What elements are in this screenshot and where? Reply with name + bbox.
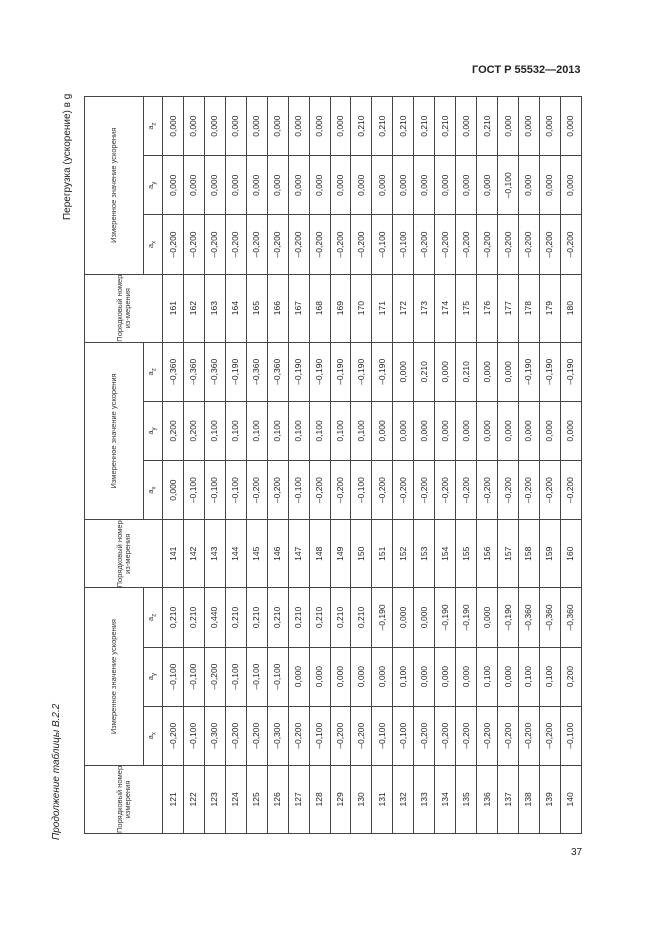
acceleration-value-cell: –0,200 — [477, 215, 498, 274]
acceleration-value-cell: 0,000 — [288, 156, 309, 215]
acceleration-value-cell: –0,200 — [414, 215, 435, 274]
order-number-header: Порядковый номер из-мерения — [85, 520, 163, 588]
acceleration-value-cell: –0,200 — [163, 215, 184, 274]
order-number-cell: 127 — [288, 765, 309, 833]
acceleration-value-cell: –0,100 — [498, 156, 519, 215]
order-number-cell: 124 — [225, 765, 246, 833]
order-number-cell: 133 — [414, 765, 435, 833]
order-number-cell: 166 — [267, 274, 288, 342]
acceleration-value-cell: 0,000 — [414, 647, 435, 706]
order-number-cell: 125 — [246, 765, 267, 833]
acceleration-value-cell: 0,000 — [163, 97, 184, 156]
acceleration-value-cell: –0,100 — [225, 647, 246, 706]
acceleration-value-cell: 0,000 — [163, 461, 184, 520]
acceleration-value-cell: 0,000 — [372, 401, 393, 460]
table-row — [372, 97, 393, 834]
axis-header-z — [144, 588, 163, 647]
acceleration-value-cell: 0,000 — [393, 401, 414, 460]
order-number-cell: 142 — [183, 520, 204, 588]
acceleration-value-cell: –0,200 — [518, 461, 539, 520]
acceleration-value-cell: 0,000 — [393, 588, 414, 647]
order-number-cell: 158 — [518, 520, 539, 588]
order-number-cell: 123 — [204, 765, 225, 833]
acceleration-value-cell: –0,200 — [498, 706, 519, 765]
acceleration-value-cell: –0,200 — [330, 215, 351, 274]
acceleration-value-cell: –0,200 — [518, 215, 539, 274]
table-row — [204, 97, 225, 834]
order-number-cell: 134 — [435, 765, 456, 833]
order-number-cell: 135 — [456, 765, 477, 833]
order-number-cell: 137 — [498, 765, 519, 833]
acceleration-value-cell: 0,000 — [309, 647, 330, 706]
acceleration-value-cell: 0,000 — [560, 156, 581, 215]
table-row — [477, 97, 498, 834]
acceleration-value-cell: 0,210 — [288, 588, 309, 647]
order-number-cell: 164 — [225, 274, 246, 342]
table-row — [267, 97, 288, 834]
axis-letter: a — [146, 676, 156, 681]
axis-letter: a — [146, 616, 156, 622]
acceleration-value-cell: –0,200 — [435, 461, 456, 520]
order-number-cell: 145 — [246, 520, 267, 588]
acceleration-value-cell: –0,200 — [477, 706, 498, 765]
order-number-cell: 149 — [330, 520, 351, 588]
axis-header-y — [144, 647, 163, 706]
acceleration-value-cell: –0,200 — [204, 215, 225, 274]
acceleration-value-cell: –0,200 — [246, 706, 267, 765]
order-number-cell: 175 — [456, 274, 477, 342]
acceleration-value-cell: 0,000 — [372, 156, 393, 215]
order-number-cell: 148 — [309, 520, 330, 588]
acceleration-value-cell: 0,000 — [498, 342, 519, 401]
acceleration-value-cell: –0,190 — [309, 342, 330, 401]
axis-header-x — [144, 461, 163, 520]
order-number-header: Порядковый номер из-мерения — [85, 274, 163, 342]
acceleration-value-cell: 0,210 — [414, 97, 435, 156]
acceleration-value-cell: –0,360 — [560, 588, 581, 647]
table-row — [183, 97, 204, 834]
acceleration-value-cell: –0,190 — [372, 588, 393, 647]
axis-header-x — [144, 706, 163, 765]
acceleration-value-cell: 0,000 — [456, 156, 477, 215]
acceleration-value-cell: –0,100 — [372, 215, 393, 274]
acceleration-value-cell: 0,100 — [330, 401, 351, 460]
table-row — [330, 97, 351, 834]
acceleration-value-cell: –0,190 — [372, 342, 393, 401]
acceleration-value-cell: –0,200 — [330, 461, 351, 520]
acceleration-value-cell: 0,210 — [330, 588, 351, 647]
acceleration-value-cell: 0,000 — [518, 97, 539, 156]
order-number-cell: 144 — [225, 520, 246, 588]
order-number-cell: 152 — [393, 520, 414, 588]
acceleration-value-cell: 0,000 — [267, 97, 288, 156]
acceleration-value-cell: 0,000 — [288, 647, 309, 706]
order-number-cell: 162 — [183, 274, 204, 342]
order-number-cell: 157 — [498, 520, 519, 588]
order-number-cell: 160 — [560, 520, 581, 588]
acceleration-value-cell: –0,360 — [163, 342, 184, 401]
acceleration-value-cell: 0,210 — [163, 588, 184, 647]
acceleration-value-cell: 0,000 — [183, 156, 204, 215]
order-number-cell: 177 — [498, 274, 519, 342]
acceleration-value-cell: 0,000 — [539, 97, 560, 156]
acceleration-value-cell: –0,100 — [246, 647, 267, 706]
acceleration-value-cell: –0,100 — [560, 706, 581, 765]
acceleration-value-cell: 0,210 — [183, 588, 204, 647]
acceleration-value-cell: –0,200 — [393, 461, 414, 520]
acceleration-value-cell: –0,200 — [351, 706, 372, 765]
acceleration-value-cell: 0,000 — [288, 97, 309, 156]
acceleration-group-header: Измеренное значение ускорения — [85, 97, 144, 275]
order-number-cell: 179 — [539, 274, 560, 342]
acceleration-value-cell: –0,360 — [267, 342, 288, 401]
axis-header-z — [144, 97, 163, 156]
acceleration-value-cell: –0,100 — [163, 647, 184, 706]
order-number-cell: 156 — [477, 520, 498, 588]
acceleration-value-cell: 0,000 — [225, 97, 246, 156]
order-number-cell: 139 — [539, 765, 560, 833]
acceleration-value-cell: 0,000 — [435, 156, 456, 215]
acceleration-value-cell: –0,360 — [539, 588, 560, 647]
acceleration-value-cell: 0,000 — [351, 156, 372, 215]
acceleration-value-cell: 0,000 — [414, 401, 435, 460]
table-row — [288, 97, 309, 834]
acceleration-value-cell: 0,000 — [456, 647, 477, 706]
axis-letter: a — [146, 371, 156, 376]
data-table-rotated — [84, 96, 582, 834]
acceleration-value-cell: 0,000 — [477, 342, 498, 401]
acceleration-value-cell: 0,100 — [539, 647, 560, 706]
acceleration-value-cell: 0,100 — [204, 401, 225, 460]
acceleration-value-cell: 0,000 — [498, 647, 519, 706]
acceleration-value-cell: –0,360 — [246, 342, 267, 401]
acceleration-value-cell: 0,210 — [477, 97, 498, 156]
order-number-cell: 178 — [518, 274, 539, 342]
order-number-cell: 129 — [330, 765, 351, 833]
acceleration-value-cell: –0,200 — [309, 461, 330, 520]
acceleration-value-cell: 0,100 — [351, 401, 372, 460]
acceleration-value-cell: 0,000 — [477, 156, 498, 215]
order-number-cell: 167 — [288, 274, 309, 342]
order-number-cell: 138 — [518, 765, 539, 833]
acceleration-value-cell: –0,200 — [456, 215, 477, 274]
table-row — [518, 97, 539, 834]
order-number-cell: 147 — [288, 520, 309, 588]
acceleration-value-cell: 0,000 — [435, 647, 456, 706]
acceleration-value-cell: 0,000 — [456, 401, 477, 460]
axis-subscript: x — [150, 240, 158, 244]
acceleration-value-cell: –0,100 — [309, 706, 330, 765]
acceleration-value-cell: –0,190 — [539, 342, 560, 401]
order-number-cell: 168 — [309, 274, 330, 342]
table-row — [560, 97, 581, 834]
table-row — [225, 97, 246, 834]
acceleration-value-cell: –0,200 — [560, 461, 581, 520]
axis-subscript: x — [150, 486, 158, 490]
acceleration-value-cell: –0,360 — [204, 342, 225, 401]
acceleration-value-cell: –0,200 — [456, 706, 477, 765]
acceleration-value-cell: 0,100 — [393, 647, 414, 706]
acceleration-value-cell: 0,000 — [330, 97, 351, 156]
axis-header-z — [144, 342, 163, 401]
acceleration-value-cell: 0,000 — [539, 156, 560, 215]
acceleration-value-cell: –0,200 — [498, 461, 519, 520]
acceleration-value-cell: 0,100 — [518, 647, 539, 706]
axis-letter: a — [146, 125, 156, 130]
acceleration-value-cell: 0,000 — [518, 401, 539, 460]
table-row — [393, 97, 414, 834]
acceleration-value-cell: 0,000 — [372, 647, 393, 706]
acceleration-value-cell: –0,100 — [183, 706, 204, 765]
axis-letter: a — [146, 735, 156, 740]
order-number-cell: 122 — [183, 765, 204, 833]
acceleration-value-cell: 0,210 — [246, 588, 267, 647]
acceleration-value-cell: –0,200 — [163, 706, 184, 765]
acceleration-value-cell: –0,200 — [309, 215, 330, 274]
acceleration-value-cell: 0,000 — [518, 156, 539, 215]
axis-letter: a — [146, 430, 156, 435]
acceleration-value-cell: 0,210 — [267, 588, 288, 647]
table-row — [456, 97, 477, 834]
acceleration-value-cell: –0,360 — [183, 342, 204, 401]
axis-subscript: y — [150, 672, 158, 677]
acceleration-value-cell: –0,200 — [246, 215, 267, 274]
axis-header-y — [144, 401, 163, 460]
order-number-cell: 169 — [330, 274, 351, 342]
order-number-cell: 161 — [163, 274, 184, 342]
acceleration-value-cell: –0,190 — [560, 342, 581, 401]
acceleration-value-cell: 0,000 — [204, 156, 225, 215]
acceleration-value-cell: –0,200 — [225, 706, 246, 765]
acceleration-value-cell: 0,000 — [498, 97, 519, 156]
order-number-cell: 180 — [560, 274, 581, 342]
acceleration-value-cell: –0,100 — [183, 647, 204, 706]
order-number-cell: 159 — [539, 520, 560, 588]
axis-subscript: z — [150, 122, 158, 126]
acceleration-value-cell: 0,000 — [560, 401, 581, 460]
acceleration-value-cell: –0,100 — [225, 461, 246, 520]
acceleration-value-cell: 0,000 — [204, 97, 225, 156]
order-number-cell: 132 — [393, 765, 414, 833]
acceleration-value-cell: –0,300 — [204, 706, 225, 765]
order-number-cell: 171 — [372, 274, 393, 342]
acceleration-value-cell: 0,100 — [288, 401, 309, 460]
acceleration-value-cell: –0,200 — [183, 215, 204, 274]
acceleration-value-cell: –0,200 — [288, 215, 309, 274]
acceleration-value-cell: 0,000 — [267, 156, 288, 215]
axis-header-y — [144, 156, 163, 215]
table-caption: Продолжение таблицы В.2.2 — [51, 703, 62, 840]
acceleration-value-cell: 0,000 — [456, 97, 477, 156]
acceleration-value-cell: –0,100 — [351, 461, 372, 520]
acceleration-value-cell: –0,200 — [225, 215, 246, 274]
acceleration-value-cell: 0,000 — [246, 97, 267, 156]
axis-subscript: y — [150, 181, 158, 185]
acceleration-value-cell: –0,190 — [225, 342, 246, 401]
acceleration-value-cell: 0,210 — [456, 342, 477, 401]
table-row — [309, 97, 330, 834]
acceleration-value-cell: –0,200 — [518, 706, 539, 765]
table-row — [351, 97, 372, 834]
order-number-cell: 170 — [351, 274, 372, 342]
acceleration-value-cell: –0,300 — [267, 706, 288, 765]
acceleration-value-cell: –0,360 — [518, 588, 539, 647]
axis-subscript: x — [150, 732, 158, 736]
table-row — [246, 97, 267, 834]
axis-subscript: y — [150, 427, 158, 431]
acceleration-value-cell: 0,000 — [435, 342, 456, 401]
table-row — [163, 97, 184, 834]
acceleration-value-cell: –0,190 — [435, 588, 456, 647]
axis-subscript: z — [150, 613, 158, 617]
acceleration-value-cell: –0,100 — [204, 461, 225, 520]
order-number-cell: 153 — [414, 520, 435, 588]
acceleration-value-cell: 0,000 — [393, 156, 414, 215]
acceleration-value-cell: 0,210 — [372, 97, 393, 156]
order-number-header: Порядковый номер измерения — [85, 765, 163, 833]
acceleration-value-cell: –0,200 — [477, 461, 498, 520]
acceleration-value-cell: 0,000 — [330, 647, 351, 706]
acceleration-value-cell: 0,100 — [309, 401, 330, 460]
acceleration-value-cell: 0,000 — [414, 588, 435, 647]
acceleration-value-cell: 0,000 — [309, 156, 330, 215]
acceleration-value-cell: 0,210 — [351, 588, 372, 647]
acceleration-value-cell: –0,200 — [498, 215, 519, 274]
order-number-cell: 141 — [163, 520, 184, 588]
order-number-cell: 143 — [204, 520, 225, 588]
order-number-cell: 136 — [477, 765, 498, 833]
acceleration-value-cell: –0,100 — [267, 647, 288, 706]
acceleration-value-cell: –0,200 — [435, 215, 456, 274]
acceleration-value-cell: 0,000 — [351, 647, 372, 706]
order-number-cell: 165 — [246, 274, 267, 342]
acceleration-value-cell: 0,440 — [204, 588, 225, 647]
order-number-cell: 151 — [372, 520, 393, 588]
acceleration-value-cell: 0,200 — [163, 401, 184, 460]
order-number-cell: 131 — [372, 765, 393, 833]
order-number-cell: 140 — [560, 765, 581, 833]
acceleration-value-cell: –0,200 — [204, 647, 225, 706]
table-row — [435, 97, 456, 834]
acceleration-value-cell: 0,000 — [477, 588, 498, 647]
acceleration-value-cell: –0,100 — [372, 706, 393, 765]
acceleration-value-cell: 0,210 — [351, 97, 372, 156]
acceleration-value-cell: 0,000 — [246, 156, 267, 215]
axis-header-x — [144, 215, 163, 274]
acceleration-value-cell: –0,200 — [330, 706, 351, 765]
table-row — [539, 97, 560, 834]
order-number-cell: 154 — [435, 520, 456, 588]
acceleration-value-cell: –0,200 — [246, 461, 267, 520]
acceleration-group-header: Измеренное значение ускорения — [85, 588, 144, 765]
acceleration-value-cell: –0,200 — [372, 461, 393, 520]
order-number-cell: 146 — [267, 520, 288, 588]
acceleration-value-cell: –0,200 — [435, 706, 456, 765]
acceleration-value-cell: 0,000 — [477, 401, 498, 460]
acceleration-value-cell: 0,210 — [435, 97, 456, 156]
order-number-cell: 176 — [477, 274, 498, 342]
acceleration-value-cell: –0,200 — [414, 461, 435, 520]
page-number: 37 — [571, 847, 583, 858]
axis-letter: a — [146, 243, 156, 249]
acceleration-value-cell: –0,100 — [288, 461, 309, 520]
acceleration-value-cell: –0,100 — [393, 215, 414, 274]
acceleration-value-cell: –0,200 — [560, 215, 581, 274]
acceleration-value-cell: 0,210 — [393, 97, 414, 156]
acceleration-value-cell: 0,100 — [246, 401, 267, 460]
acceleration-value-cell: –0,200 — [456, 461, 477, 520]
axis-subscript: z — [150, 368, 158, 372]
standard-designation: ГОСТ Р 55532—2013 — [472, 64, 581, 76]
acceleration-value-cell: 0,000 — [163, 156, 184, 215]
units-note: Перегрузка (ускорение) в g — [62, 93, 73, 220]
axis-letter: a — [146, 489, 156, 494]
order-number-cell: 173 — [414, 274, 435, 342]
acceleration-value-cell: 0,000 — [225, 156, 246, 215]
acceleration-group-header: Измеренное значение ускорения — [85, 342, 144, 519]
acceleration-value-cell: 0,100 — [477, 647, 498, 706]
order-number-cell: 130 — [351, 765, 372, 833]
table-row — [414, 97, 435, 834]
order-number-cell: 128 — [309, 765, 330, 833]
acceleration-value-cell: 0,000 — [393, 342, 414, 401]
acceleration-value-cell: –0,200 — [414, 706, 435, 765]
order-number-cell: 150 — [351, 520, 372, 588]
acceleration-value-cell: –0,200 — [539, 215, 560, 274]
acceleration-value-cell: –0,190 — [351, 342, 372, 401]
acceleration-value-cell: 0,100 — [225, 401, 246, 460]
acceleration-value-cell: –0,190 — [330, 342, 351, 401]
acceleration-value-cell: –0,190 — [456, 588, 477, 647]
acceleration-value-cell: 0,000 — [330, 156, 351, 215]
acceleration-value-cell: –0,200 — [267, 461, 288, 520]
acceleration-value-cell: –0,200 — [288, 706, 309, 765]
acceleration-value-cell: –0,100 — [183, 461, 204, 520]
acceleration-value-cell: 0,000 — [183, 97, 204, 156]
acceleration-value-cell: –0,100 — [393, 706, 414, 765]
order-number-cell: 121 — [163, 765, 184, 833]
acceleration-value-cell: 0,000 — [560, 97, 581, 156]
axis-letter: a — [146, 184, 156, 189]
order-number-cell: 174 — [435, 274, 456, 342]
table-row — [498, 97, 519, 834]
acceleration-value-cell: 0,210 — [414, 342, 435, 401]
acceleration-value-cell: 0,000 — [498, 401, 519, 460]
acceleration-value-cell: –0,200 — [351, 215, 372, 274]
order-number-cell: 155 — [456, 520, 477, 588]
acceleration-table — [84, 96, 582, 834]
acceleration-value-cell: –0,200 — [539, 461, 560, 520]
acceleration-value-cell: 0,000 — [435, 401, 456, 460]
acceleration-value-cell: 0,100 — [267, 401, 288, 460]
acceleration-value-cell: –0,190 — [288, 342, 309, 401]
acceleration-value-cell: –0,190 — [498, 588, 519, 647]
order-number-cell: 126 — [267, 765, 288, 833]
acceleration-value-cell: 0,210 — [309, 588, 330, 647]
acceleration-value-cell: –0,200 — [267, 215, 288, 274]
acceleration-value-cell: 0,000 — [539, 401, 560, 460]
acceleration-value-cell: 0,200 — [560, 647, 581, 706]
acceleration-value-cell: 0,000 — [414, 156, 435, 215]
acceleration-value-cell: –0,200 — [539, 706, 560, 765]
acceleration-value-cell: 0,200 — [183, 401, 204, 460]
acceleration-value-cell: 0,210 — [225, 588, 246, 647]
acceleration-value-cell: 0,000 — [309, 97, 330, 156]
order-number-cell: 163 — [204, 274, 225, 342]
order-number-cell: 172 — [393, 274, 414, 342]
acceleration-value-cell: –0,190 — [518, 342, 539, 401]
